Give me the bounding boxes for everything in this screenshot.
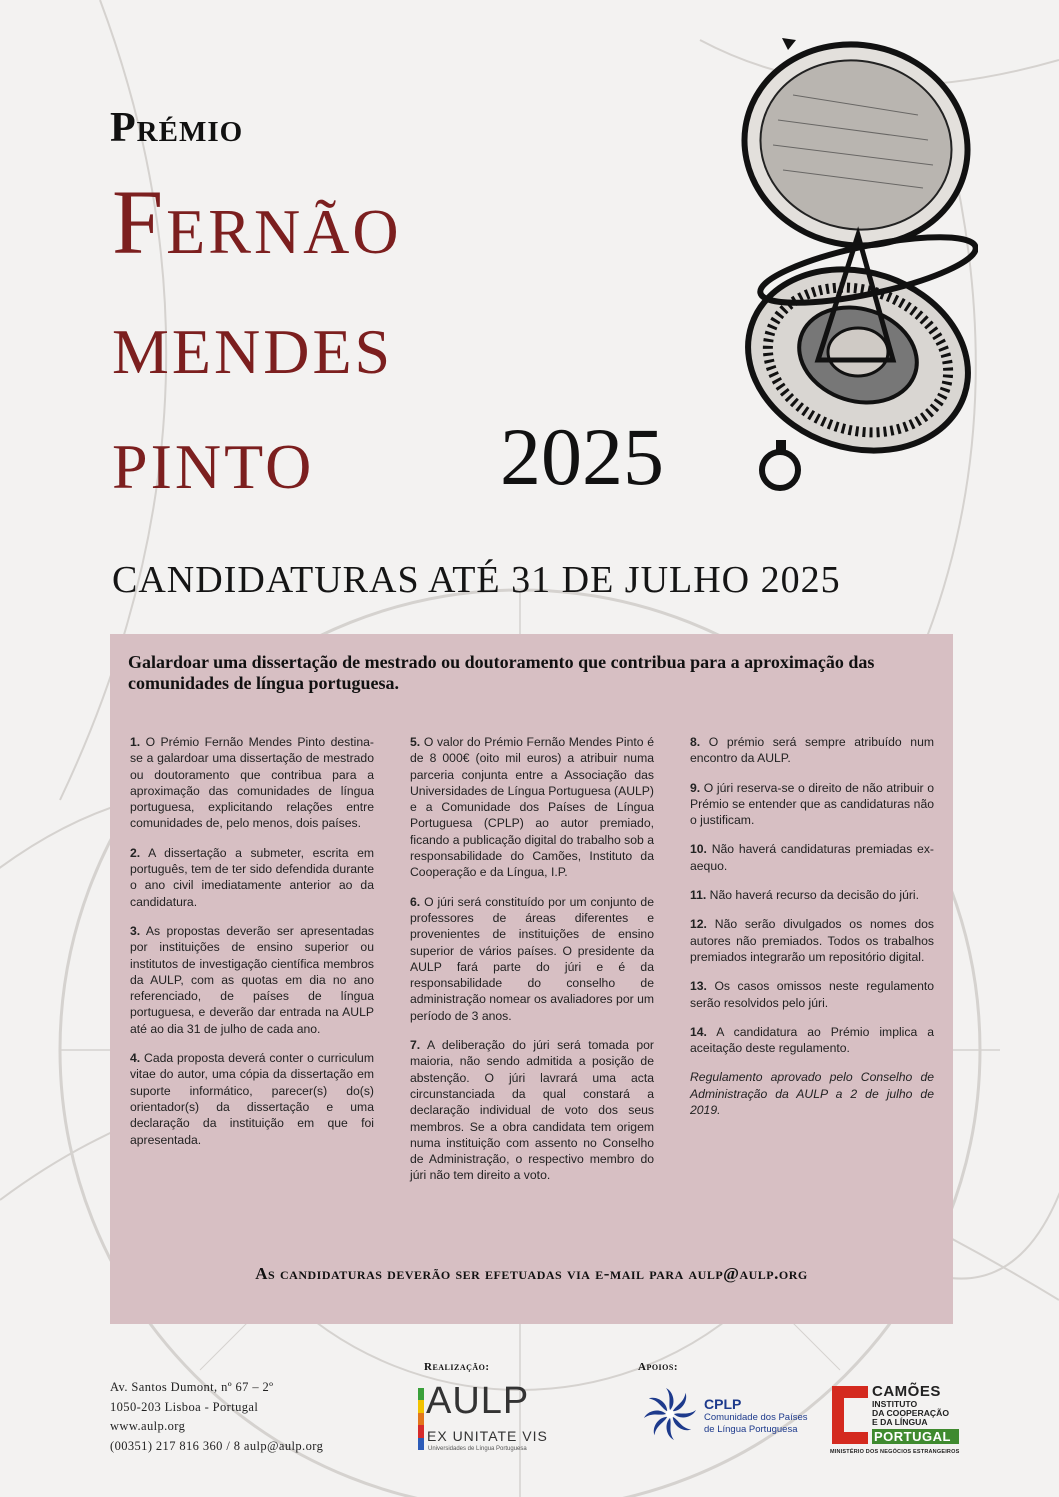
- compass-illustration: [718, 30, 978, 510]
- rules-column-2: [410, 734, 654, 1197]
- contact-address: [110, 1378, 323, 1456]
- deadline-text: CANDIDATURAS ATÉ 31 DE JULHO 2025: [112, 559, 841, 601]
- camoes-line-1: INSTITUTO: [872, 1399, 918, 1409]
- address-street: Av. Santos Dumont, nº 67 – 2º: [110, 1380, 274, 1394]
- title-year: 2025: [500, 411, 664, 502]
- rule-11: 11. Não haverá recurso da decisão do júri.: [690, 888, 920, 903]
- approval-note: Regulamento aprovado pelo Conselho de Administração da AULP a 2 de julho de 2019.: [690, 1070, 934, 1118]
- aulp-logo-word: AULP: [426, 1380, 530, 1422]
- realizacao-label: Realização:: [424, 1361, 490, 1373]
- address-city: 1050-203 Lisboa - Portugal: [110, 1399, 259, 1414]
- rule-8: 8. O prémio será sempre atribuído num encontro da AULP.: [690, 735, 934, 766]
- camoes-country: PORTUGAL: [872, 1429, 959, 1444]
- cplp-logo-text: [704, 1396, 808, 1436]
- rule-5: 5. O valor do Prémio Fernão Mendes Pinto é de 8 000€ (oito mil euros) a atribuir numa parceria conjunta entre a Associação das Universidades de Língua Portuguesa (AULP) e a Comunidade dos Países de Língua Portuguesa (CPLP) ao autor premiado, ficando a publicação digital do trabalho sob a responsabilidade do Camões, Instituto da Cooperação e da Língua, I.P.: [410, 735, 654, 880]
- title-line-3: pinto: [112, 406, 315, 508]
- title-line-1: Fernão: [112, 171, 402, 273]
- rule-6: 6. O júri será constituído por um conjunto de professores de áreas diferentes e provenientes de instituições de ensino superior de vários países. O presidente da AULP fará parte do júri e é da responsabilidade do conselho de administração nomear os avaliadores por um período de 3 anos.: [410, 894, 654, 1023]
- rule-9: 9. O júri reserva-se o direito de não atribuir o Prémio se entender que as candidaturas não o justificam.: [690, 780, 934, 828]
- title-line-2: mendes: [112, 291, 394, 393]
- rule-2: 2. A dissertação a submeter, escrita em português, tem de ter sido defendida durante o ano civil imediatamente anterior ao da candidatura.: [130, 845, 374, 909]
- rule-10: 10. Não haverá candidaturas premiadas ex-aequo.: [690, 842, 934, 873]
- aulp-logo-motto: EX UNITATE VIS: [427, 1428, 548, 1444]
- cplp-emblem-icon: [640, 1384, 700, 1444]
- aulp-logo: [418, 1380, 548, 1464]
- rules-column-1: [130, 734, 374, 1161]
- rule-13: 13. Os casos omissos neste regulamento serão resolvidos pelo júri.: [690, 979, 935, 1010]
- rule-7: 7. A deliberação do júri será tomada por maioria, não sendo admitida a posição de abstenção. O júri lavrará uma acta circunstanciada da qual constará a declaração individual de voto dos seus membros. Se a obra candidata tem origem numa instituição com assento no Conselho de Administração, o respectivo membro do júri não tem direito a voto.: [410, 1038, 654, 1183]
- camoes-logo-mark-icon: [830, 1384, 870, 1446]
- rule-14: 14. A candidatura ao Prémio implica a aceitação deste regulamento.: [690, 1024, 934, 1056]
- website-link[interactable]: www.aulp.org: [110, 1419, 186, 1433]
- prize-label: Prémio: [110, 105, 244, 151]
- cplp-abbr: CPLP: [704, 1396, 742, 1412]
- camoes-line-3: E DA LÍNGUA: [872, 1417, 928, 1427]
- camoes-line-2: DA COOPERAÇÃO: [872, 1408, 950, 1418]
- rule-4: 4. Cada proposta deverá conter o curriculum vitae do autor, uma cópia da dissertação em suporte informático, parecer(s) do(s) orientador(s) da dissertação e uma declaração da instituição em que foi apresentada.: [130, 1051, 374, 1147]
- camoes-logo-word: CAMÕES: [872, 1383, 941, 1400]
- aulp-color-stripes: [418, 1388, 424, 1450]
- submission-callout: As candidaturas deverão ser efetuadas via e-mail para aulp@aulp.org: [255, 1264, 808, 1283]
- rule-1: 1. O Prémio Fernão Mendes Pinto destina-se a galardoar uma dissertação de mestrado ou doutoramento que contribua para a aproximação das comunidades de língua portuguesa, explicitando relações entre comunidades de, pelo menos, dois países.: [130, 735, 374, 831]
- apoios-label: Apoios:: [638, 1361, 679, 1373]
- panel-headline: Galardoar uma dissertação de mestrado ou doutoramento que contribua para a aproximação das comunidades de língua portuguesa.: [128, 652, 875, 693]
- rule-12: 12. Não serão divulgados os nomes dos autores não premiados. Todos os trabalhos premiados integrarão um repositório digital.: [690, 917, 934, 964]
- cplp-name-line-2: de Língua Portuguesa: [704, 1424, 798, 1435]
- rules-column-3: [690, 734, 934, 1131]
- cplp-name-line-1: Comunidade dos Países: [704, 1412, 808, 1423]
- phone-email[interactable]: (00351) 217 816 360 / 8 aulp@aulp.org: [110, 1438, 324, 1453]
- camoes-ministry: MINISTÉRIO DOS NEGÓCIOS ESTRANGEIROS: [830, 1449, 960, 1455]
- aulp-logo-subtitle: Universidades de Língua Portuguesa: [428, 1446, 527, 1452]
- rule-3: 3. As propostas deverão ser apresentadas por instituições de ensino superior ou institutos de investigação científica membros da AULP, com as quotas em dia no ano referenciado, de países de língua portuguesa, e deverão dar entrada na AULP até ao dia 31 de julho de cada ano.: [130, 923, 374, 1036]
